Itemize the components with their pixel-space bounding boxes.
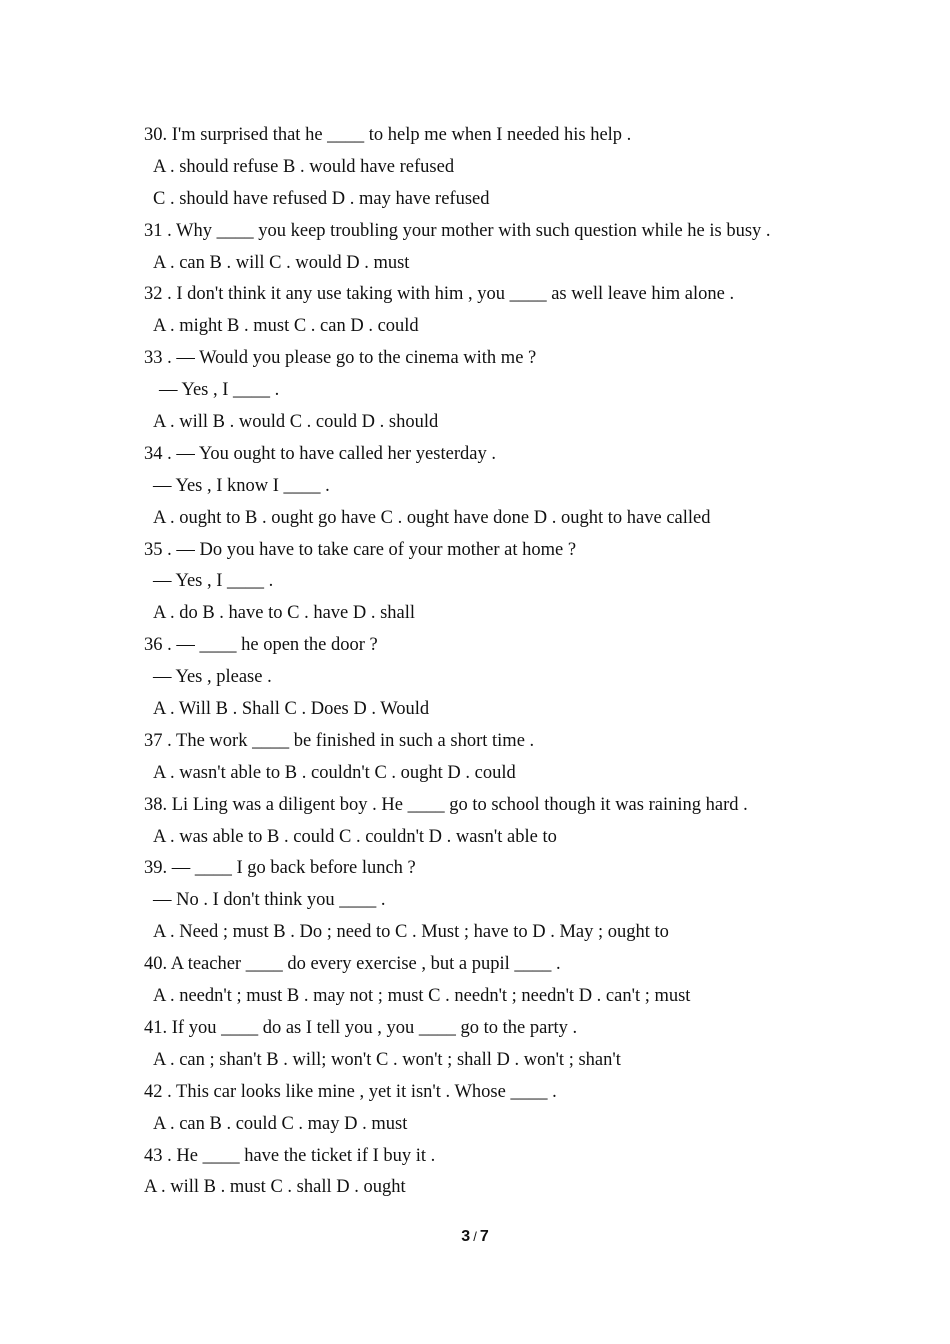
question-33-options: A . will B . would C . could D . should bbox=[153, 412, 439, 433]
question-36-reply: — Yes , please . bbox=[153, 667, 272, 688]
question-38: 38. Li Ling was a diligent boy . He ____ go to school though it was raining hard . bbox=[144, 794, 748, 815]
question-34: 34 . — You ought to have called her yesterday . bbox=[144, 443, 496, 464]
question-33-reply: — Yes , I ____ . bbox=[159, 380, 280, 401]
question-40-options: A . needn't ; must B . may not ; must C . needn't ; needn't D . can't ; must bbox=[153, 986, 691, 1007]
question-43: 43 . He ____ have the ticket if I buy it . bbox=[144, 1145, 436, 1166]
question-38-options: A . was able to B . could C . couldn't D . wasn't able to bbox=[153, 826, 557, 847]
question-42-options: A . can B . could C . may D . must bbox=[153, 1113, 408, 1134]
question-35: 35 . — Do you have to take care of your mother at home ? bbox=[144, 539, 577, 560]
question-31: 31 . Why ____ you keep troubling your mother with such question while he is busy . bbox=[144, 220, 771, 241]
total-pages-number: 7 bbox=[479, 1228, 489, 1245]
question-34-reply: — Yes , I know I ____ . bbox=[153, 475, 330, 496]
question-36-options: A . Will B . Shall C . Does D . Would bbox=[153, 699, 430, 720]
question-33: 33 . — Would you please go to the cinema with me ? bbox=[144, 348, 537, 369]
question-35-reply: — Yes , I ____ . bbox=[153, 571, 274, 592]
question-37-options: A . wasn't able to B . couldn't C . ought D . could bbox=[153, 762, 516, 783]
current-page-number: 3 bbox=[461, 1228, 471, 1245]
question-32: 32 . I don't think it any use taking with him , you ____ as well leave him alone . bbox=[144, 284, 735, 305]
page-number bbox=[0, 1228, 950, 1246]
question-37: 37 . The work ____ be finished in such a short time . bbox=[144, 730, 535, 751]
question-39-options: A . Need ; must B . Do ; need to C . Must ; have to D . May ; ought to bbox=[153, 922, 669, 943]
question-34-options: A . ought to B . ought go have C . ought have done D . ought to have called bbox=[153, 507, 711, 528]
question-43-options: A . will B . must C . shall D . ought bbox=[144, 1177, 406, 1198]
question-30: 30. I'm surprised that he ____ to help me when I needed his help . bbox=[144, 125, 632, 145]
question-35-options: A . do B . have to C . have D . shall bbox=[153, 603, 416, 624]
question-31-options: A . can B . will C . would D . must bbox=[153, 252, 410, 273]
question-32-options: A . might B . must C . can D . could bbox=[153, 316, 419, 337]
question-41-options: A . can ; shan't B . will; won't C . won't ; shall D . won't ; shan't bbox=[153, 1049, 621, 1070]
question-41: 41. If you ____ do as I tell you , you ____ go to the party . bbox=[144, 1017, 578, 1038]
question-40: 40. A teacher ____ do every exercise , but a pupil ____ . bbox=[144, 954, 561, 975]
page-separator: / bbox=[473, 1229, 477, 1244]
question-30-options-ab: A . should refuse B . would have refused bbox=[153, 156, 455, 177]
question-42: 42 . This car looks like mine , yet it isn't . Whose ____ . bbox=[144, 1081, 557, 1102]
question-36: 36 . — ____ he open the door ? bbox=[144, 635, 378, 656]
question-30-options-cd: C . should have refused D . may have refused bbox=[153, 188, 490, 209]
question-39-reply: — No . I don't think you ____ . bbox=[153, 890, 386, 911]
question-list bbox=[144, 120, 844, 1204]
question-39: 39. — ____ I go back before lunch ? bbox=[144, 858, 416, 879]
